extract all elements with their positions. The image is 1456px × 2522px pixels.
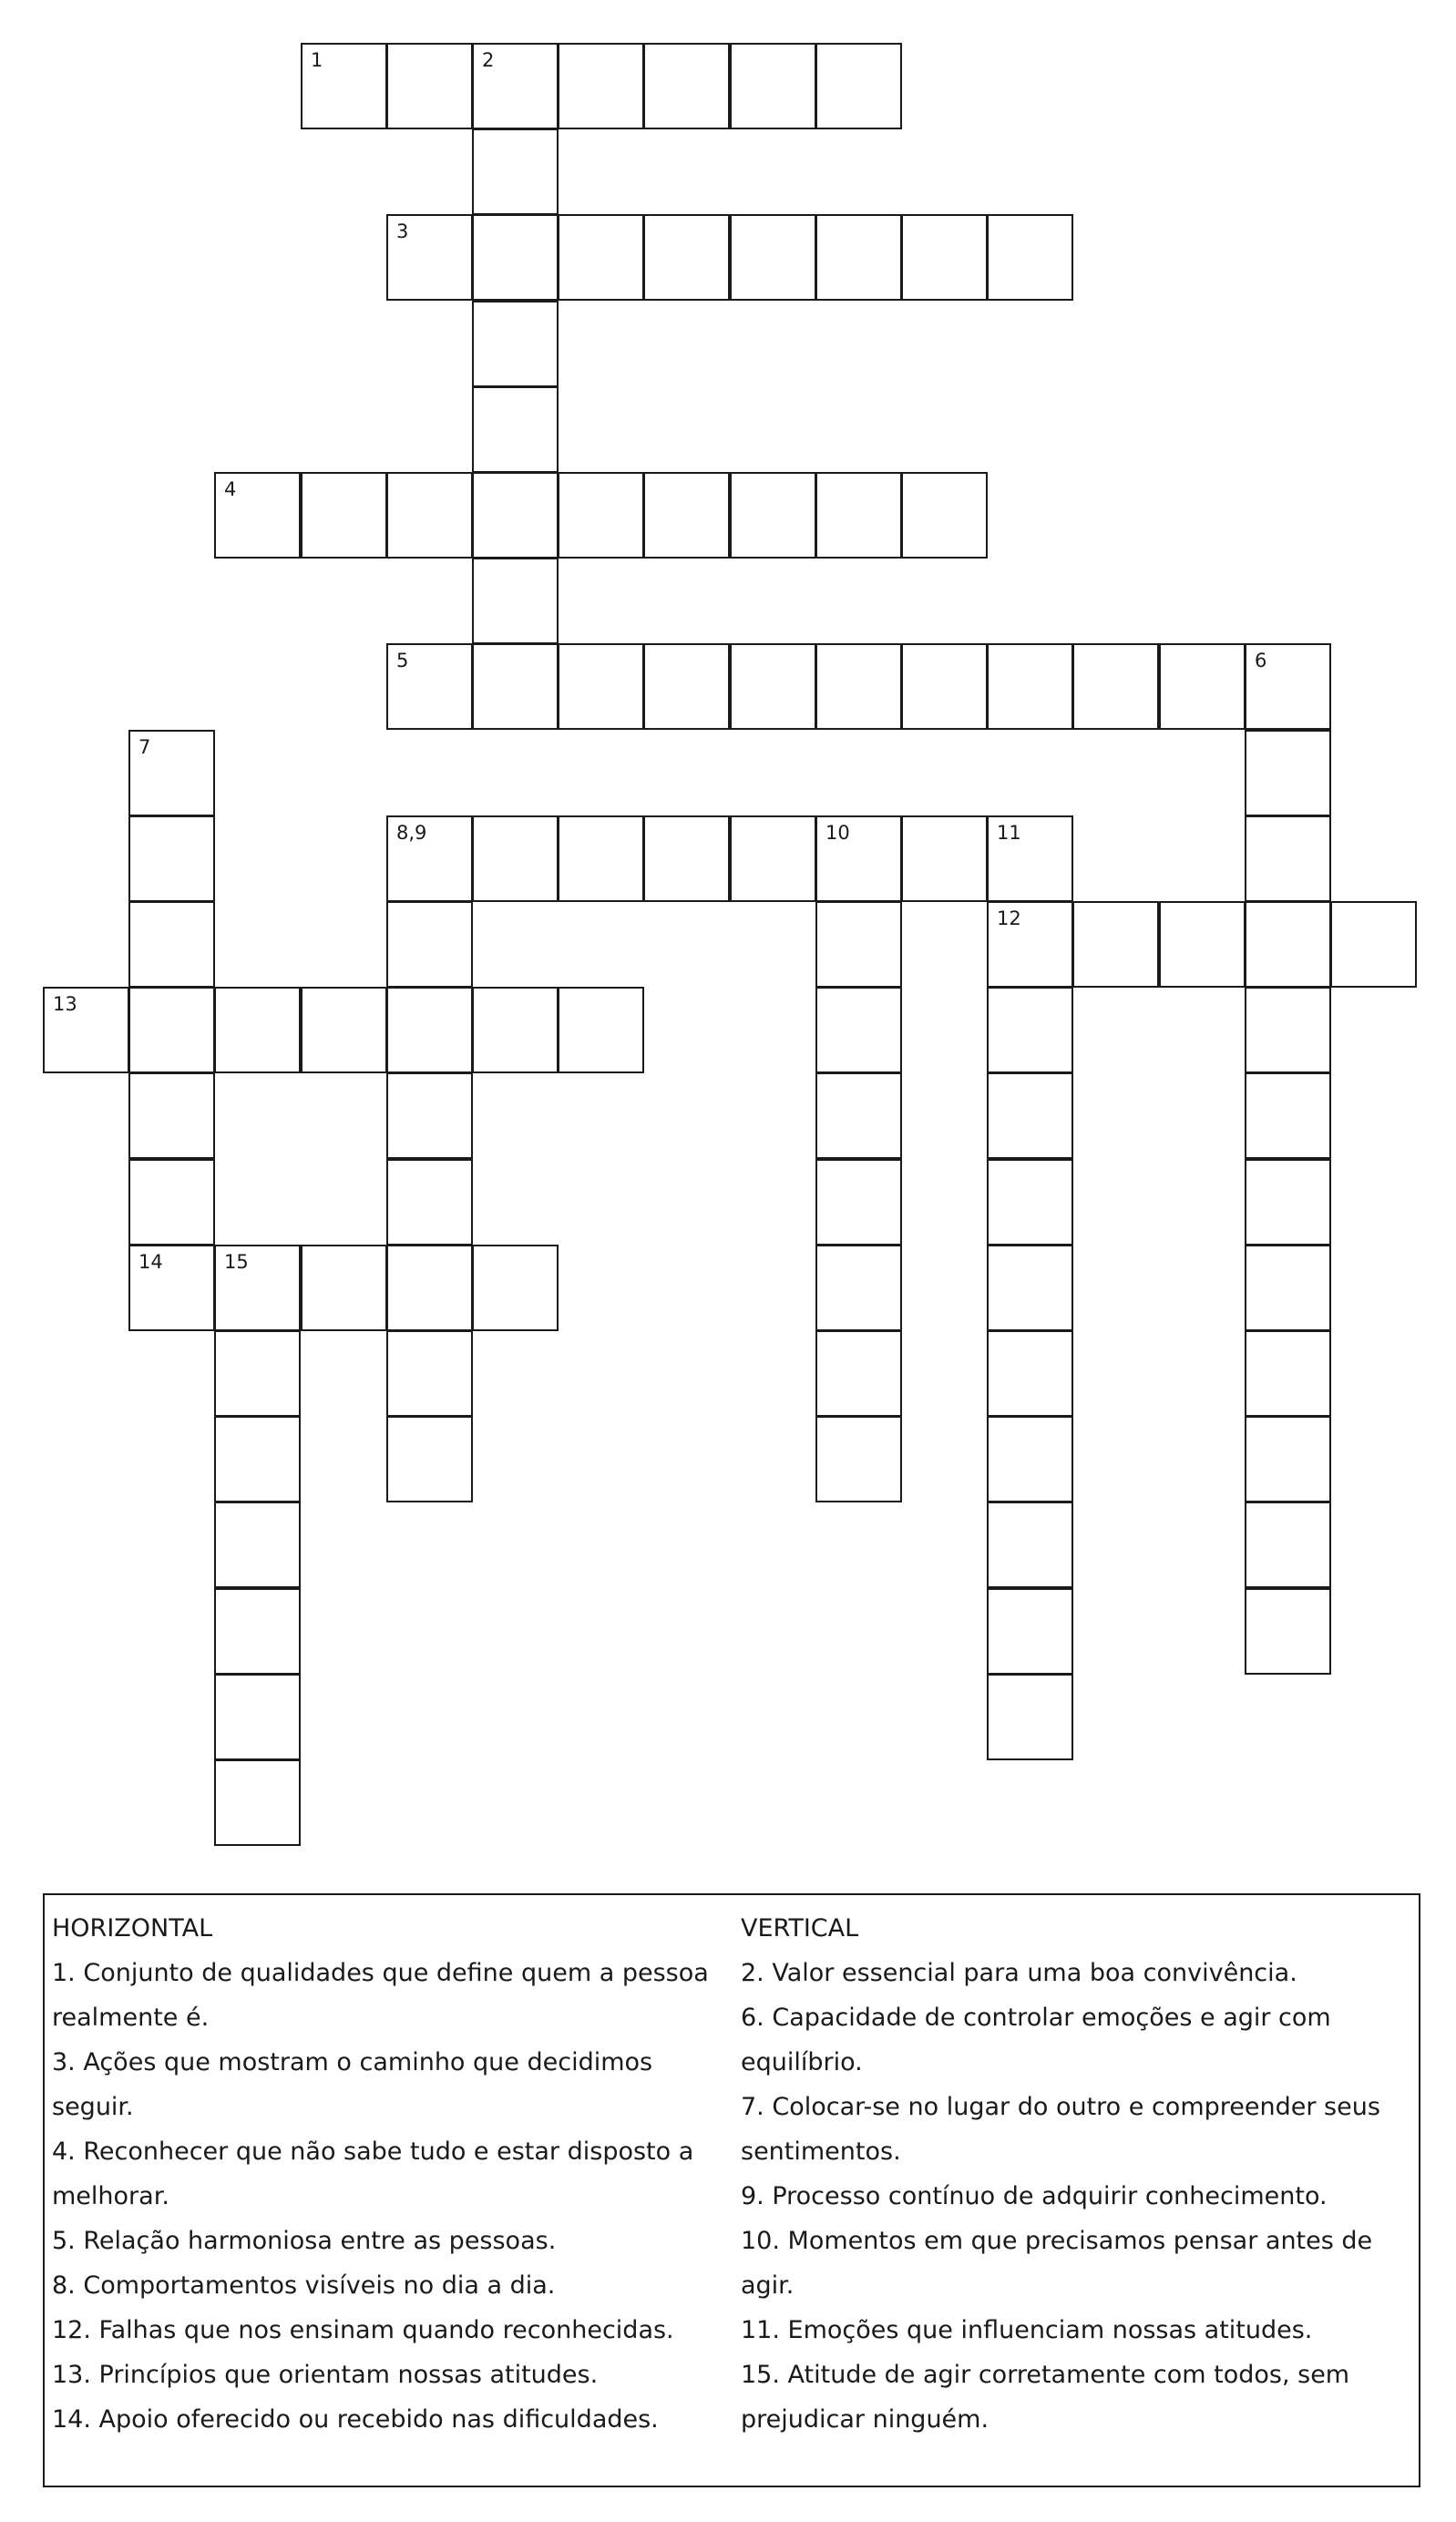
grid-cell[interactable] [214, 1674, 301, 1760]
grid-cell[interactable] [1245, 987, 1331, 1073]
vertical-clue-line: equilíbrio. [741, 2048, 863, 2076]
grid-cell[interactable] [987, 815, 1073, 902]
grid-cell[interactable] [643, 472, 730, 559]
horizontal-clue-line: 3. Ações que mostram o caminho que decidimos [52, 2048, 653, 2076]
grid-cell[interactable] [386, 1245, 473, 1331]
grid-cell[interactable] [730, 815, 816, 902]
grid-cell[interactable] [472, 643, 559, 730]
grid-cell[interactable] [730, 643, 816, 730]
horizontal-clue-line: 8. Comportamentos visíveis no dia a dia. [52, 2271, 556, 2300]
grid-cell[interactable] [128, 1072, 215, 1159]
clue-number: 8,9 [396, 822, 427, 844]
grid-cell[interactable] [987, 1588, 1073, 1675]
grid-cell[interactable] [558, 43, 644, 129]
grid-cell[interactable] [214, 1245, 301, 1331]
grid-cell[interactable] [643, 815, 730, 902]
vertical-clue-line: 10. Momentos em que precisamos pensar antes de [741, 2227, 1373, 2255]
grid-cell[interactable] [128, 815, 215, 902]
horizontal-clue-line: 4. Reconhecer que não sabe tudo e estar disposto a [52, 2138, 694, 2166]
grid-cell[interactable] [1245, 815, 1331, 902]
grid-cell[interactable] [128, 1159, 215, 1246]
horizontal-clue-line: 14. Apoio oferecido ou recebido nas dificuldades. [52, 2405, 659, 2434]
clue-number: 14 [138, 1251, 163, 1273]
grid-cell[interactable] [1072, 901, 1159, 988]
grid-cell[interactable] [987, 1072, 1073, 1159]
clue-number: 13 [53, 993, 77, 1015]
grid-cell[interactable] [987, 1245, 1073, 1331]
grid-cell[interactable] [815, 1245, 902, 1331]
grid-cell[interactable] [386, 43, 473, 129]
grid-cell[interactable] [386, 1072, 473, 1159]
grid-cell[interactable] [815, 1330, 902, 1417]
grid-cell[interactable] [901, 643, 988, 730]
grid-cell[interactable] [815, 43, 902, 129]
horizontal-clue-line: seguir. [52, 2093, 134, 2121]
clue-number: 2 [482, 49, 495, 71]
grid-cell[interactable] [815, 815, 902, 902]
vertical-clue-line: 7. Colocar-se no lugar do outro e compreender seus [741, 2093, 1380, 2121]
clue-number: 5 [396, 650, 409, 672]
horizontal-clue-line: melhorar. [52, 2182, 169, 2210]
horizontal-clue-line: 13. Princípios que orientam nossas atitudes. [52, 2361, 599, 2389]
grid-cell[interactable] [815, 987, 902, 1073]
horizontal-clue-line: 1. Conjunto de qualidades que define quem a pessoa [52, 1959, 709, 1987]
clue-number: 1 [311, 49, 323, 71]
grid-cell[interactable] [987, 987, 1073, 1073]
grid-cell[interactable] [386, 643, 473, 730]
horizontal-heading: HORIZONTAL [52, 1914, 213, 1943]
grid-cell[interactable] [214, 1330, 301, 1417]
grid-cell[interactable] [128, 1245, 215, 1331]
vertical-clue-line: 15. Atitude de agir corretamente com todos, sem [741, 2361, 1350, 2389]
grid-cell[interactable] [558, 643, 644, 730]
clue-number: 11 [997, 822, 1021, 844]
grid-cell[interactable] [386, 1330, 473, 1417]
grid-cell[interactable] [214, 1588, 301, 1675]
grid-cell[interactable] [472, 472, 559, 559]
grid-cell[interactable] [558, 815, 644, 902]
grid-cell[interactable] [901, 214, 988, 301]
clue-number: 6 [1255, 650, 1267, 672]
clue-number: 12 [997, 907, 1021, 929]
grid-cell[interactable] [815, 1072, 902, 1159]
grid-cell[interactable] [43, 987, 129, 1073]
grid-cell[interactable] [301, 1245, 387, 1331]
grid-cell[interactable] [301, 43, 387, 129]
grid-cell[interactable] [1245, 643, 1331, 730]
grid-cell[interactable] [1245, 1588, 1331, 1675]
grid-cell[interactable] [472, 301, 559, 387]
grid-cell[interactable] [1072, 643, 1159, 730]
grid-cell[interactable] [987, 1502, 1073, 1588]
clue-number: 3 [396, 220, 409, 242]
grid-cell[interactable] [815, 472, 902, 559]
grid-cell[interactable] [1245, 901, 1331, 988]
grid-cell[interactable] [386, 901, 473, 988]
grid-cell[interactable] [987, 643, 1073, 730]
grid-cell[interactable] [386, 987, 473, 1073]
horizontal-clue-line: 5. Relação harmoniosa entre as pessoas. [52, 2227, 557, 2255]
grid-cell[interactable] [643, 643, 730, 730]
grid-cell[interactable] [1245, 1159, 1331, 1246]
grid-cell[interactable] [558, 472, 644, 559]
grid-cell[interactable] [472, 214, 559, 301]
grid-cell[interactable] [472, 128, 559, 215]
grid-cell[interactable] [815, 643, 902, 730]
grid-cell[interactable] [987, 214, 1073, 301]
grid-cell[interactable] [730, 472, 816, 559]
vertical-clue-line: 6. Capacidade de controlar emoções e agir com [741, 2004, 1331, 2032]
grid-cell[interactable] [643, 43, 730, 129]
grid-cell[interactable] [128, 987, 215, 1073]
grid-cell[interactable] [1159, 901, 1246, 988]
grid-cell[interactable] [1245, 1245, 1331, 1331]
horizontal-clue-line: 12. Falhas que nos ensinam quando reconhecidas. [52, 2316, 674, 2344]
grid-cell[interactable] [472, 987, 559, 1073]
grid-cell[interactable] [643, 214, 730, 301]
grid-cell[interactable] [815, 214, 902, 301]
grid-cell[interactable] [730, 214, 816, 301]
grid-cell[interactable] [1245, 1072, 1331, 1159]
grid-cell[interactable] [472, 1245, 559, 1331]
grid-cell[interactable] [386, 472, 473, 559]
grid-cell[interactable] [558, 987, 644, 1073]
clue-number: 15 [224, 1251, 249, 1273]
vertical-clue-line: agir. [741, 2271, 795, 2300]
horizontal-clue-line: realmente é. [52, 2004, 210, 2032]
grid-cell[interactable] [128, 730, 215, 816]
grid-cell[interactable] [1245, 730, 1331, 816]
grid-cell[interactable] [901, 472, 988, 559]
grid-cell[interactable] [1159, 643, 1246, 730]
grid-cell[interactable] [987, 1416, 1073, 1502]
grid-cell[interactable] [214, 1759, 301, 1846]
grid-cell[interactable] [128, 901, 215, 988]
clue-number: 4 [224, 478, 237, 500]
grid-cell[interactable] [386, 1416, 473, 1502]
grid-cell[interactable] [1245, 1502, 1331, 1588]
grid-cell[interactable] [301, 987, 387, 1073]
horizontal-clues [52, 1906, 726, 2442]
grid-cell[interactable] [214, 1502, 301, 1588]
grid-cell[interactable] [730, 43, 816, 129]
vertical-clue-line: sentimentos. [741, 2138, 901, 2166]
vertical-clue-line: 9. Processo contínuo de adquirir conhecimento. [741, 2182, 1328, 2210]
grid-cell[interactable] [815, 901, 902, 988]
vertical-clues [741, 1906, 1406, 2442]
grid-cell[interactable] [987, 1674, 1073, 1760]
grid-cell[interactable] [987, 901, 1073, 988]
vertical-clue-line: 11. Emoções que influenciam nossas atitudes. [741, 2316, 1313, 2344]
grid-cell[interactable] [815, 1159, 902, 1246]
grid-cell[interactable] [214, 1416, 301, 1502]
grid-cell[interactable] [1330, 901, 1417, 988]
grid-cell[interactable] [472, 386, 559, 473]
grid-cell[interactable] [815, 1416, 902, 1502]
clue-number: 10 [825, 822, 850, 844]
grid-cell[interactable] [987, 1330, 1073, 1417]
vertical-clue-line: 2. Valor essencial para uma boa convivência. [741, 1959, 1297, 1987]
grid-cell[interactable] [386, 214, 473, 301]
grid-cell[interactable] [386, 1159, 473, 1246]
grid-cell[interactable] [1245, 1330, 1331, 1417]
grid-cell[interactable] [386, 815, 473, 902]
grid-cell[interactable] [472, 558, 559, 644]
grid-cell[interactable] [901, 815, 988, 902]
grid-cell[interactable] [214, 472, 301, 559]
vertical-heading: VERTICAL [741, 1914, 859, 1943]
grid-cell[interactable] [214, 987, 301, 1073]
clue-number: 7 [138, 736, 151, 758]
grid-cell[interactable] [472, 43, 559, 129]
vertical-clue-line: prejudicar ninguém. [741, 2405, 989, 2434]
clues-box [43, 1893, 1420, 2487]
grid-cell[interactable] [301, 472, 387, 559]
grid-cell[interactable] [987, 1159, 1073, 1246]
grid-cell[interactable] [472, 815, 559, 902]
grid-cell[interactable] [1245, 1416, 1331, 1502]
grid-cell[interactable] [558, 214, 644, 301]
